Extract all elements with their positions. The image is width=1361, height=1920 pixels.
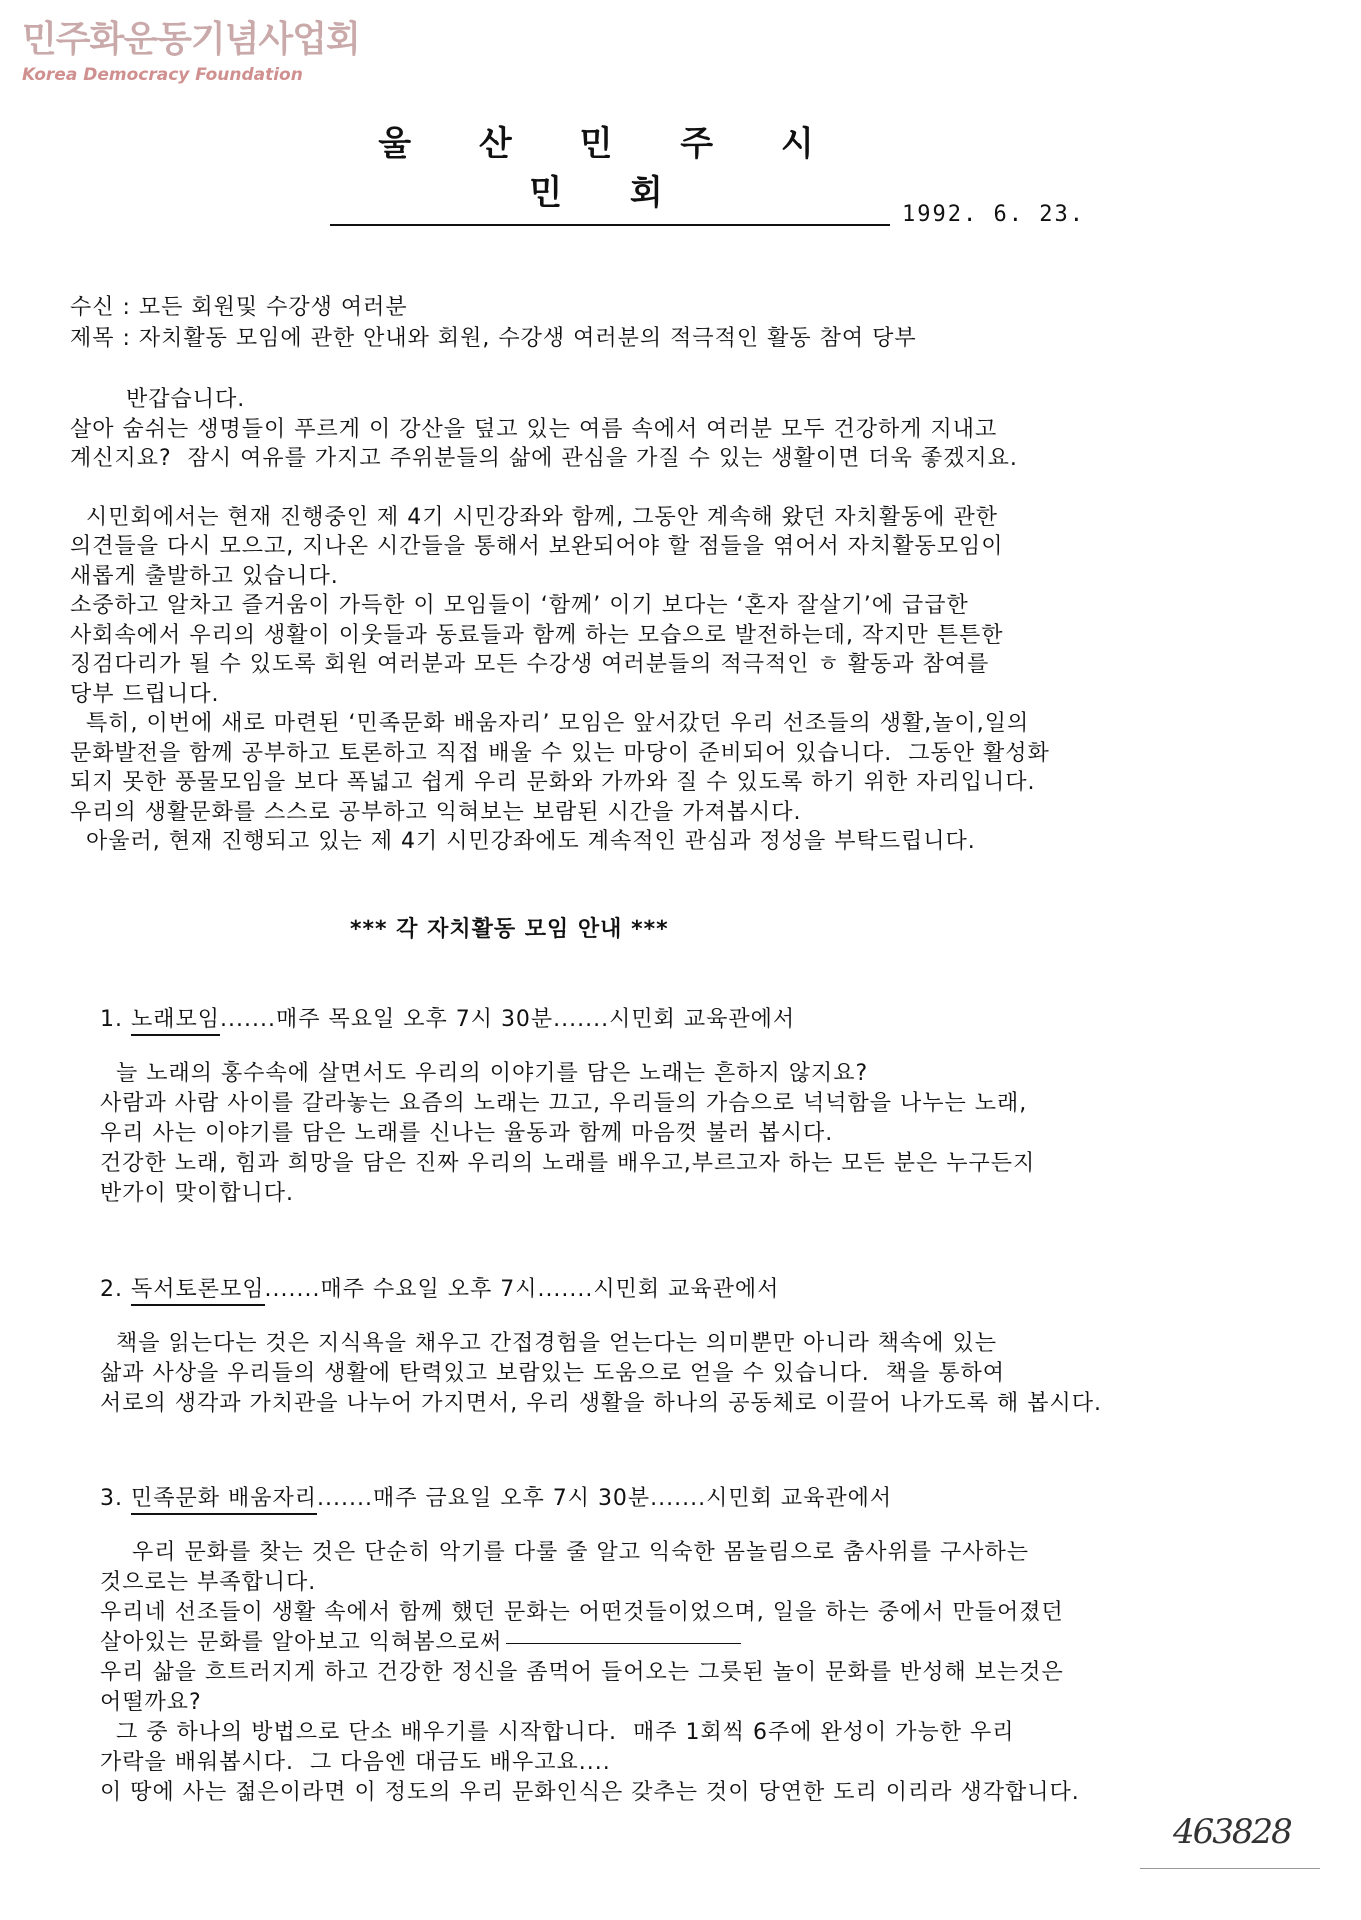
watermark — [22, 20, 360, 86]
intro-body — [70, 385, 1310, 857]
meeting-desc-line: 책을 읽는다는 것은 지식욕을 채우고 간접경험을 얻는다는 의미뿐만 아니라 책속에 있는 — [100, 1331, 997, 1356]
meeting-item-culture — [100, 1484, 1080, 1808]
meeting-name: 노래모임 — [131, 1007, 220, 1036]
meeting-desc-line: 서로의 생각과 가치관을 나누어 가지면서, 우리 생활을 하나의 공동체로 이끌어 나가도록 해 봅시다. — [100, 1391, 1102, 1416]
meeting-desc-text: 살아있는 문화를 알아보고 익혀봄으로써 — [100, 1630, 503, 1655]
memo-header — [70, 292, 917, 354]
intro-line: 의견들을 다시 모으고, 지나온 시간들을 통해서 보완되어야 할 점들을 엮어서 자치활동모임이 — [70, 534, 1004, 559]
watermark-korean: 민주화운동기념사업회 — [22, 19, 360, 60]
intro-line: 살아 숨쉬는 생명들이 푸르게 이 강산을 덮고 있는 여름 속에서 여러분 모두 건강하게 지내고 — [70, 416, 998, 442]
meeting-item-reading — [100, 1275, 1102, 1419]
meeting-desc-line: 늘 노래의 홍수속에 살면서도 우리의 이야기를 담은 노래는 흔하지 않지요? — [100, 1061, 869, 1086]
intro-line: 새롭게 출발하고 있습니다. — [70, 563, 339, 589]
meeting-number: 1. — [100, 1007, 131, 1032]
meeting-desc-line: 가락을 배워봅시다. 그 다음엔 대금도 배우고요.... — [100, 1750, 611, 1775]
meeting-desc-line: 반가이 맞이합니다. — [100, 1181, 295, 1206]
dash-rule — [506, 1643, 741, 1644]
meeting-desc-line: 어떨까요? — [100, 1690, 202, 1715]
meeting-number: 2. — [100, 1277, 131, 1302]
intro-line: 특히, 이번에 새로 마련된 ‘민족문화 배움자리’ 모임은 앞서갔던 우리 선조들의 생활,놀이,일의 — [70, 711, 1030, 736]
meeting-header — [100, 1005, 1035, 1035]
intro-line: 사회속에서 우리의 생활이 이웃들과 동료들과 함께 하는 모습으로 발전하는데, 작지만 튼튼한 — [70, 622, 1004, 648]
watermark-english: Korea Democracy Foundation — [22, 65, 303, 85]
meeting-desc-line: 이 땅에 사는 젊은이라면 이 정도의 우리 문화인식은 갖추는 것이 당연한 도리 이리라 생각합니다. — [100, 1780, 1080, 1805]
intro-line: 계신지요? 잠시 여유를 가지고 주위분들의 삶에 관심을 가질 수 있는 생활이면 더욱 좋겠지요. — [70, 446, 1018, 471]
meeting-desc-line: 그 중 하나의 방법으로 단소 배우기를 시작합니다. 매주 1회씩 6주에 완성이 가능한 우리 — [100, 1720, 1015, 1745]
meeting-desc-line: 것으로는 부족합니다. — [100, 1570, 317, 1595]
intro-line: 당부 드립니다. — [70, 681, 220, 707]
meeting-description — [100, 1329, 1102, 1419]
intro-line: 징검다리가 될 수 있도록 회원 여러분과 모든 수강생 여러분들의 적극적인 ㅎ 활동과 참여를 — [70, 652, 990, 677]
meeting-desc-line — [100, 1628, 1080, 1658]
meeting-item-singing — [100, 1005, 1035, 1209]
document-title: 울 산 민 주 시 민 회 — [330, 116, 890, 226]
meeting-desc-line: 삶과 사상을 우리들의 생활에 탄력있고 보람있는 도움으로 얻을 수 있습니다. 책을 통하여 — [100, 1361, 1005, 1386]
handwritten-archive-number: 463828 — [1173, 1812, 1291, 1852]
intro-line: 문화발전을 함께 공부하고 토론하고 직접 배울 수 있는 마당이 준비되어 있습니다. 그동안 활성화 — [70, 740, 1050, 766]
recipient-line: 수신 : 모든 회원및 수강생 여러분 — [70, 295, 408, 320]
intro-line: 시민회에서는 현재 진행중인 제 4기 시민강좌와 함께, 그동안 계속해 왔던 자치활동에 관한 — [70, 504, 998, 530]
meeting-number: 3. — [100, 1486, 131, 1511]
meeting-desc-line: 건강한 노래, 힘과 희망을 담은 진짜 우리의 노래를 배우고,부르고자 하는 모든 분은 누구든지 — [100, 1151, 1036, 1176]
meeting-schedule: .......매주 금요일 오후 7시 30분.......시민회 교육관에서 — [317, 1486, 893, 1511]
meeting-header — [100, 1275, 1102, 1305]
meeting-desc-line: 우리 삶을 흐트러지게 하고 건강한 정신을 좀먹어 들어오는 그릇된 놀이 문화를 반성해 보는것은 — [100, 1660, 1064, 1685]
intro-line: 반갑습니다. — [70, 387, 246, 412]
meeting-desc-line: 우리 문화를 찾는 것은 단순히 악기를 다룰 줄 알고 익숙한 몸놀림으로 춤사위를 구사하는 — [100, 1540, 1029, 1565]
meeting-desc-line: 우리네 선조들이 생활 속에서 함께 했던 문화는 어떤것들이었으며, 일을 하는 중에서 만들어졌던 — [100, 1600, 1064, 1625]
meeting-desc-line: 우리 사는 이야기를 담은 노래를 신나는 율동과 함께 마음껏 불러 봅시다. — [100, 1121, 834, 1146]
subject-line: 제목 : 자치활동 모임에 관한 안내와 회원, 수강생 여러분의 적극적인 활동 참여 당부 — [70, 326, 917, 351]
meeting-schedule: .......매주 수요일 오후 7시.......시민회 교육관에서 — [264, 1277, 780, 1302]
intro-line: 소중하고 알차고 즐거움이 가득한 이 모임들이 ‘함께’ 이기 보다는 ‘혼자 잘살기’에 급급한 — [70, 593, 969, 618]
meeting-name: 독서토론모임 — [131, 1277, 265, 1306]
meeting-desc-line: 사람과 사람 사이를 갈라놓는 요즘의 노래는 끄고, 우리들의 가슴으로 넉넉함을 나누는 노래, — [100, 1091, 1028, 1116]
intro-line: 되지 못한 풍물모임을 보다 폭넓고 쉽게 우리 문화와 가까와 질 수 있도록 하기 위한 자리입니다. — [70, 770, 1036, 795]
section-heading: *** 각 자치활동 모임 안내 *** — [350, 917, 669, 942]
meeting-name: 민족문화 배움자리 — [131, 1486, 317, 1515]
meeting-schedule: .......매주 목요일 오후 7시 30분.......시민회 교육관에서 — [220, 1007, 796, 1032]
intro-line: 아울러, 현재 진행되고 있는 제 4기 시민강좌에도 계속적인 관심과 정성을 부탁드립니다. — [70, 829, 976, 854]
bottom-rule — [1140, 1868, 1320, 1869]
meeting-header — [100, 1484, 1080, 1514]
meeting-description — [100, 1538, 1080, 1808]
document-date: 1992. 6. 23. — [902, 202, 1085, 227]
intro-line: 우리의 생활문화를 스스로 공부하고 익혀보는 보람된 시간을 가져봅시다. — [70, 799, 802, 825]
meeting-description — [100, 1059, 1035, 1209]
